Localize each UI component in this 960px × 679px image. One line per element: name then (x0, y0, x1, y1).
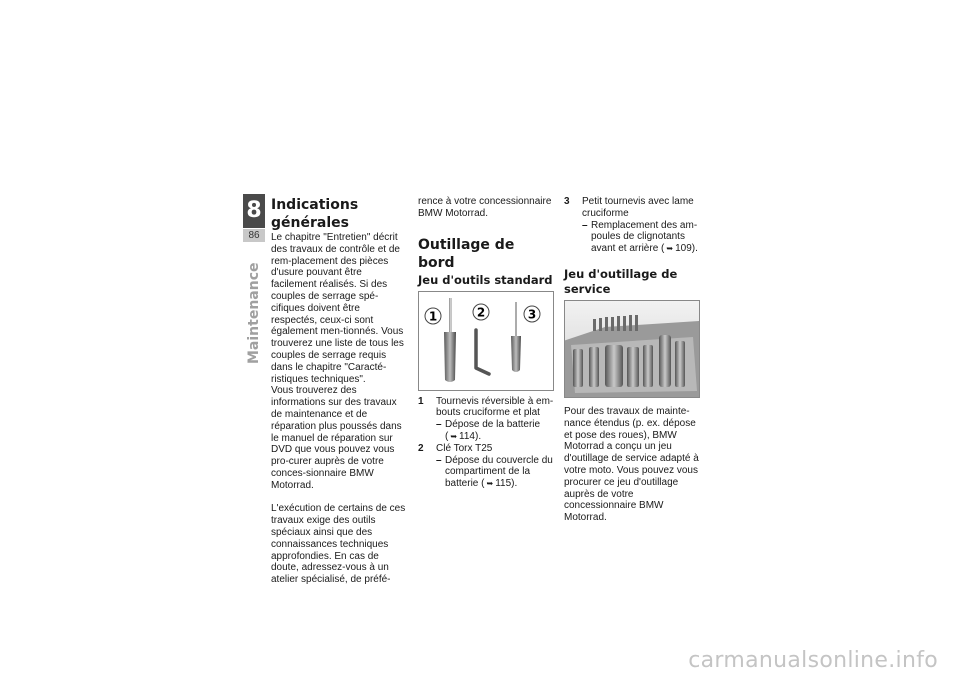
page-ref-link[interactable]: 115 (495, 478, 512, 490)
svg-text:3: 3 (527, 307, 537, 322)
list-item (418, 396, 554, 420)
reversible-screwdriver-image (444, 298, 456, 382)
sub-item (436, 455, 554, 490)
sub-item-text: Remplacement des am-poules de clignotants avant et arrière (591, 219, 698, 255)
page-ref-open: ( (661, 243, 665, 255)
column-onboard-tools (418, 196, 554, 490)
paragraph-repair-manual: Vous trouverez des informations sur des travaux de maintenance et de réparation plus poussés dans le manuel de réparation sur DVD que vous pouvez vous pro-curer auprès de votre conces-sionnaire BMW Motorrad. (271, 385, 402, 491)
section-title-vertical: Maintenance (246, 262, 262, 364)
torx-key-image (476, 330, 489, 374)
callout-2 (473, 304, 489, 320)
chapter-number-badge: 8 (243, 194, 265, 228)
page-ref-link[interactable]: 114 (459, 430, 475, 442)
item-text: Petit tournevis avec lame cruciforme (582, 196, 694, 219)
heading-general-indications: Indications générales (271, 197, 359, 231)
item-number: 2 (418, 442, 424, 454)
page-ref-open: ( (445, 430, 449, 442)
page-ref-close: ). (475, 430, 482, 442)
page-ref-link[interactable]: 109 (675, 243, 692, 255)
page-ref-close: ). (511, 478, 518, 490)
paragraph-continuation: rence à votre concessionnaire BMW Motorrad. (418, 196, 552, 219)
standard-toolkit-figure (418, 291, 554, 391)
paragraph-maintenance-intro: Le chapitre "Entretien" décrit des travaux de contrôle et de rem-placement des pièces d'usure pouvant être facilement réalisés. Si des couples de serrage spé-cifiques doivent être respectés, ceux-ci sont également men-tionnés. Vous trouverez une liste de tous les couples de serrage requis dans le chapitre "Caracté-ristiques techniques". (271, 232, 404, 385)
list-item (418, 443, 554, 455)
watermark-logo: carmanualsonline.info (688, 648, 938, 673)
list-item (564, 196, 700, 220)
page-ref-arrow-icon: ➥ (486, 479, 494, 489)
callout-1 (425, 308, 441, 324)
callout-3 (524, 306, 540, 322)
sub-item-text: Dépose du couvercle du compartiment de la batterie (445, 454, 553, 490)
page-ref-close: ). (691, 243, 698, 255)
subheading-service-toolkit: Jeu d'outillage de service (564, 266, 678, 296)
dash-bullet: – (436, 419, 442, 431)
sub-item (582, 220, 700, 255)
sub-item-text: Dépose de la batterie (445, 419, 541, 431)
svg-text:1: 1 (428, 309, 438, 324)
subheading-standard-toolkit: Jeu d'outils standard (418, 272, 553, 287)
dash-bullet: – (582, 219, 588, 231)
page-ref-arrow-icon: ➥ (666, 244, 674, 254)
page-ref-open: ( (481, 478, 485, 490)
small-screwdriver-image (511, 302, 521, 372)
column-general-indications (271, 196, 407, 586)
item-number: 3 (564, 196, 570, 207)
heading-onboard-tools: Outillage de bord (418, 236, 515, 271)
dash-bullet: – (436, 454, 442, 466)
item-text: Tournevis réversible à em-bouts cruciforme et plat (436, 395, 554, 419)
item-number: 1 (418, 395, 424, 407)
service-toolkit-figure (564, 300, 700, 398)
sub-item (436, 419, 554, 443)
page-ref-arrow-icon: ➥ (450, 431, 458, 441)
column-service-toolkit (564, 196, 700, 524)
svg-text:2: 2 (476, 305, 486, 320)
page-number: 86 (243, 229, 265, 242)
paragraph-service-toolkit: Pour des travaux de mainte-nance étendus (p. ex. dépose et pose des roues), BMW Motorrad a conçu un jeu d'outillage de service adapté à votre moto. Vous pouvez vous procurer ce jeu d'outillage auprès de votre concessionnaire BMW Motorrad. (564, 405, 699, 524)
paragraph-special-tools: L'exécution de certains de ces travaux exige des outils spéciaux ainsi que des connaissances techniques approfondies. En cas de doute, adressez-vous à un atelier spécialisé, de préfé- (271, 503, 406, 586)
item-text: Clé Torx T25 (436, 442, 493, 454)
